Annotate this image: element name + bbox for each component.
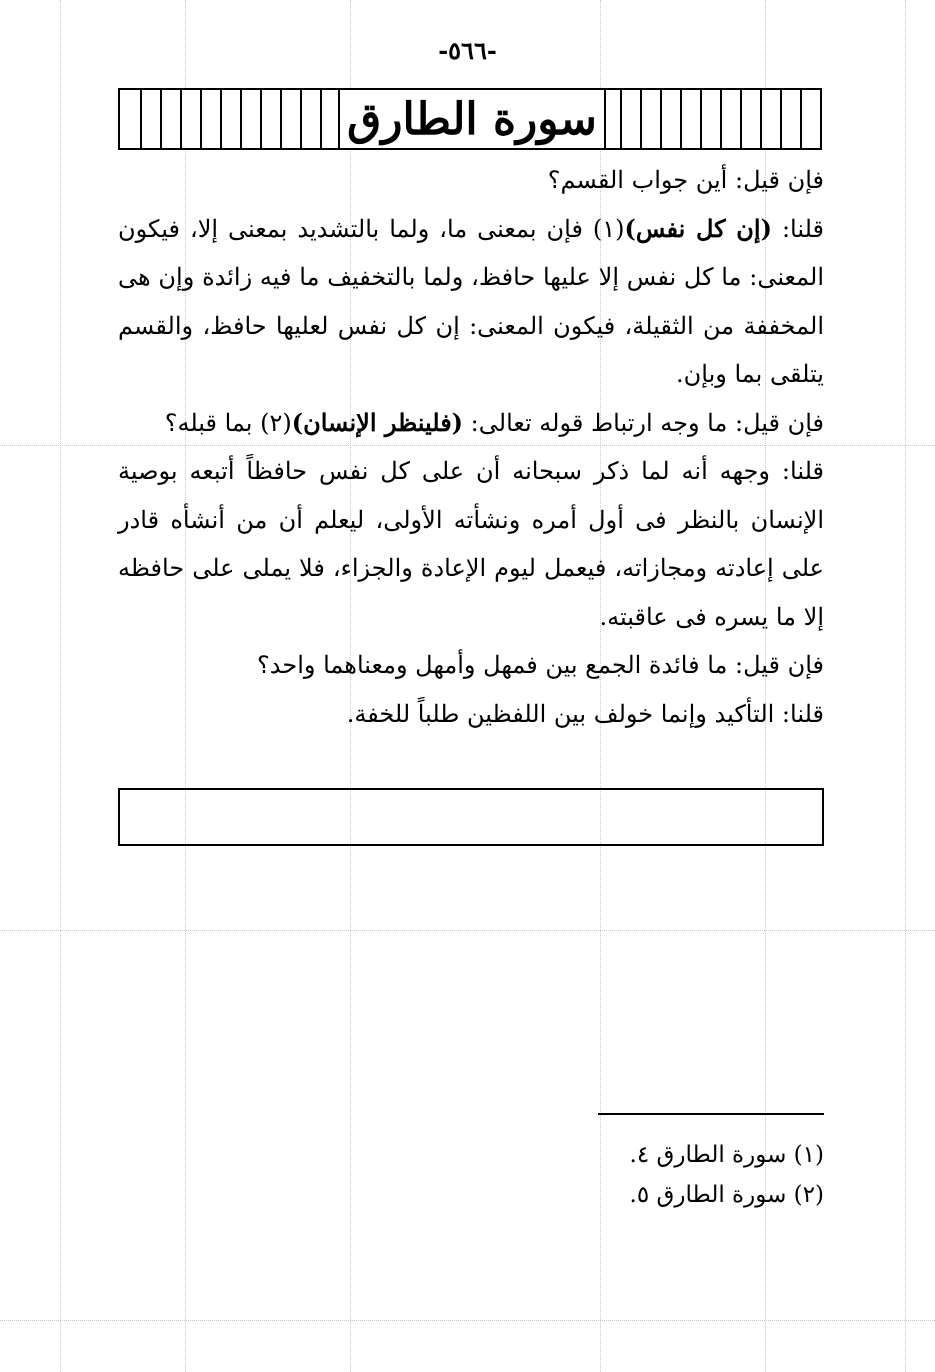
quran-quote: (فلينظر الإنسان) [291, 407, 464, 437]
page-number: -٥٦٦- [438, 36, 497, 65]
footnote-separator [598, 1113, 824, 1115]
paragraph [118, 156, 824, 205]
footnote-1: (١) سورة الطارق ٤. [629, 1142, 824, 1168]
paragraph-text: (١) فإن بمعنى ما، ولما بالتشديد بمعنى إلا، فيكون المعنى: ما كل نفس إلا عليها حافظ، ولما بالتخفيف ما فيه زائدة وإن هى المخففة من الثقيلة، فيكون المعنى: إن كل نفس لعليها حافظ، والقسم يتلقى بما وبإن. [118, 214, 824, 388]
footnotes [420, 1135, 824, 1215]
paragraph-text: فإن قيل: ما وجه ارتباط قوله تعالى: [463, 408, 824, 437]
paragraph-text: قلنا: [771, 214, 825, 243]
paragraph-text: قلنا: وجهه أنه لما ذكر سبحانه أن على كل نفس حافظاً أتبعه بوصية الإنسان بالنظر فى أول أمره ونشأته الأولى، ليعلم أن من أنشأه قادر على إعادته ومجازاته، فيعمل ليوم الإعادة والجزاء، فلا يملى على حافظه إلا ما يسره فى عاقبته. [118, 457, 825, 631]
paragraph [118, 399, 824, 448]
section-end-frame [118, 788, 824, 846]
paragraph-text: فإن قيل: أين جواب القسم؟ [547, 166, 824, 194]
paragraph [118, 205, 824, 399]
paragraph-text: (٢) بما قبله؟ [164, 408, 292, 437]
paragraph [118, 447, 824, 641]
surah-title-banner [118, 88, 822, 150]
paragraph [118, 690, 824, 739]
paragraph-text: قلنا: التأكيد وإنما خولف بين اللفظين طلباً للخفة. [346, 699, 824, 728]
paragraph [118, 641, 824, 690]
footnote-2: (٢) سورة الطارق ٥. [629, 1182, 824, 1208]
quran-quote: (إن كل نفس) [624, 213, 772, 243]
paragraph-text: فإن قيل: ما فائدة الجمع بين فمهل وأمهل ومعناهما واحد؟ [257, 651, 824, 679]
surah-title: سورة الطارق [338, 90, 606, 148]
commentary-body [118, 156, 824, 738]
